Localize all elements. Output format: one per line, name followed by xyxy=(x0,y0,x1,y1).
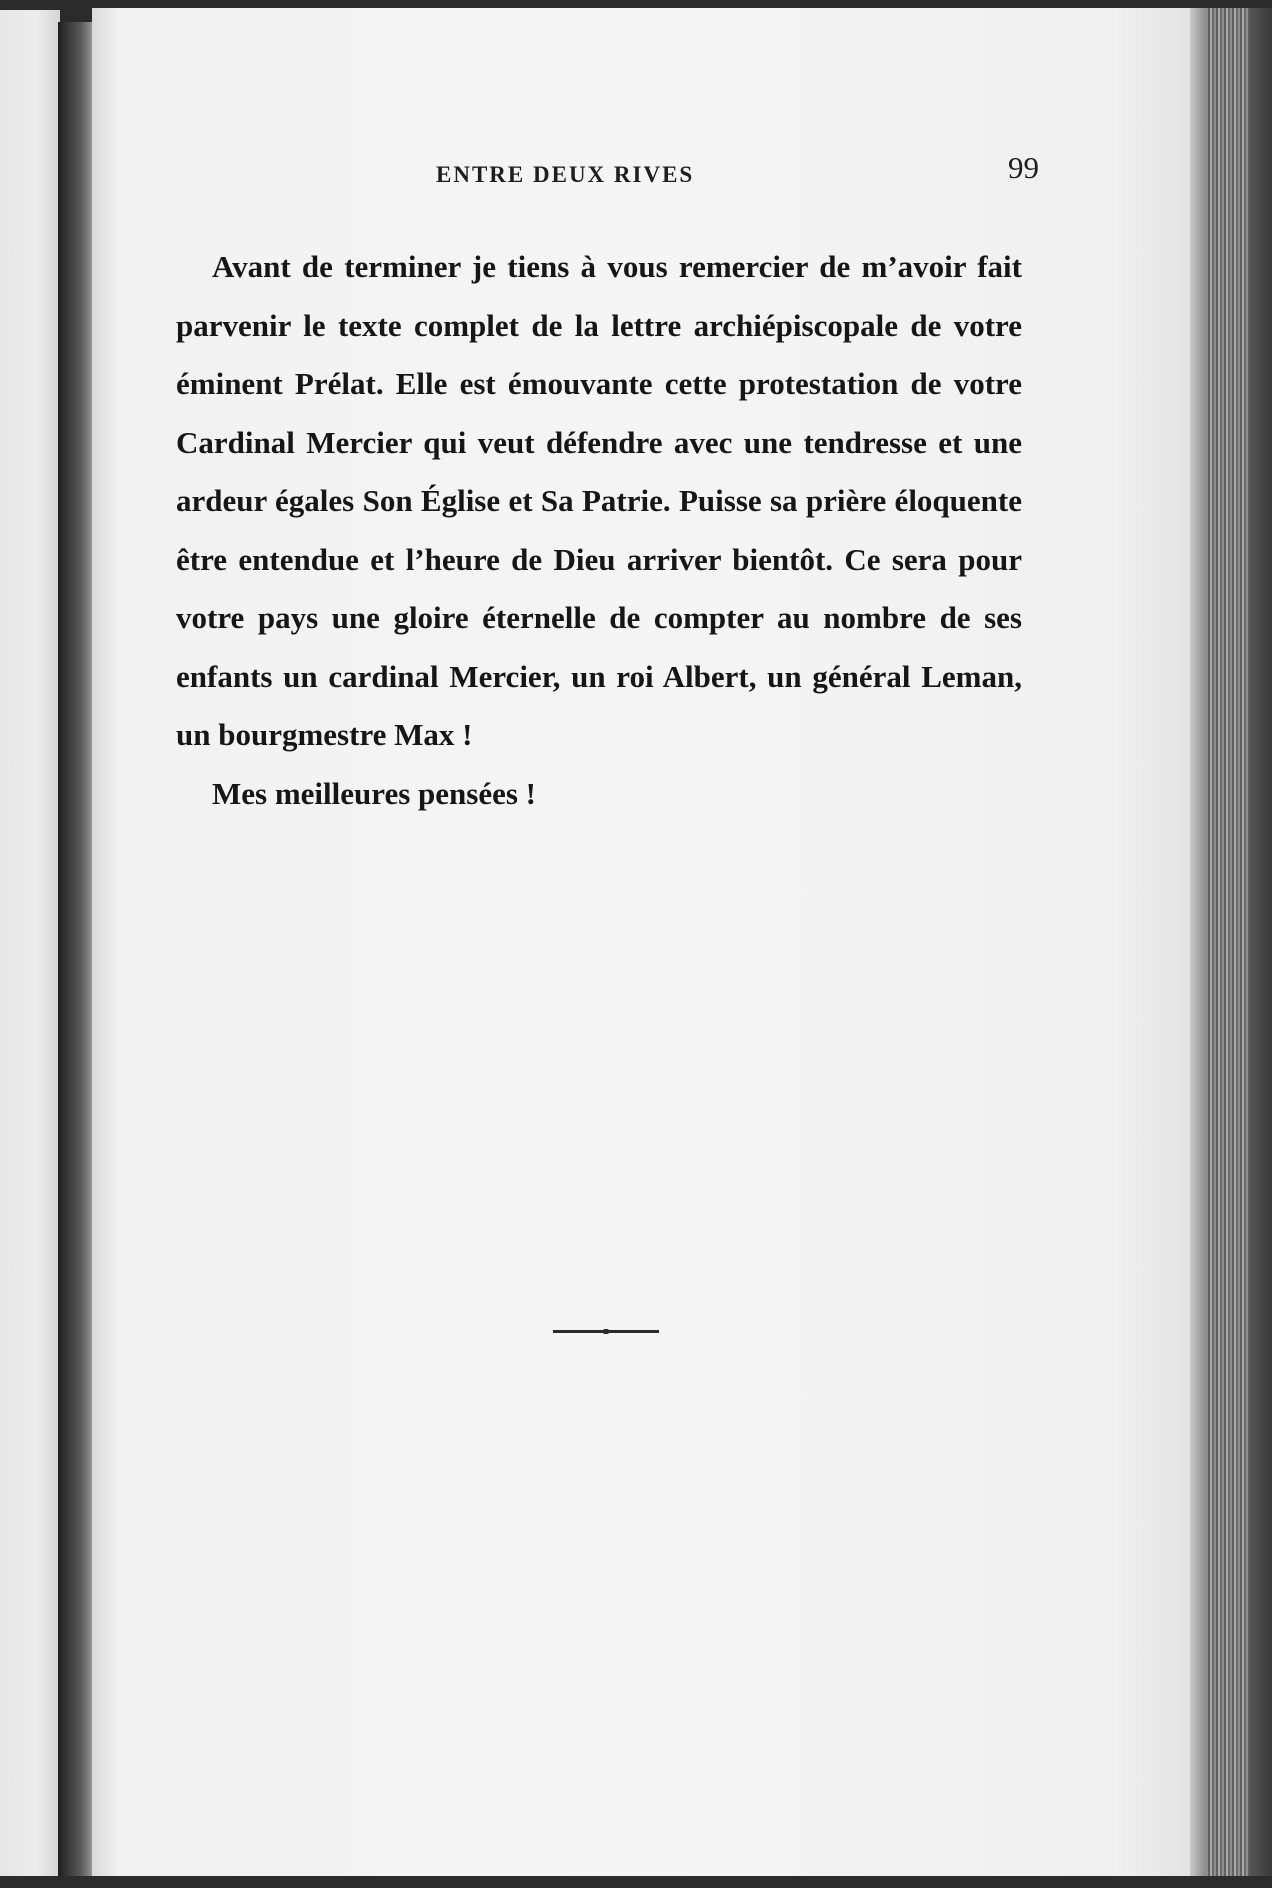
book-gutter xyxy=(58,22,96,1876)
end-ornament-rule xyxy=(553,1330,659,1333)
body-paragraph: Avant de terminer je tiens à vous remercier de m’avoir fait parvenir le texte complet de la lettre archiépiscopale de votre éminent Prélat. Elle est émouvante cette protestation de votre Cardinal Mercier qui veut défendre avec une tendresse et une ardeur égales Son Église et Sa Patrie. Puisse sa prière éloquente être entendue et l’heure de Dieu arriver bientôt. Ce sera pour votre pays une gloire éternelle de compter au nombre de ses enfants un cardinal Mercier, un roi Albert, un général Leman, un bourgmestre Max ! xyxy=(176,249,1022,752)
closing-line: Mes meilleures pensées ! xyxy=(212,775,536,811)
page-number: 99 xyxy=(1008,150,1039,185)
page-stack-edges xyxy=(1190,8,1272,1876)
letter-text xyxy=(176,238,1022,823)
facing-page-edge xyxy=(0,10,60,1876)
scan-bottom-border xyxy=(0,1876,1272,1888)
running-title: ENTRE DEUX RIVES xyxy=(436,162,695,187)
